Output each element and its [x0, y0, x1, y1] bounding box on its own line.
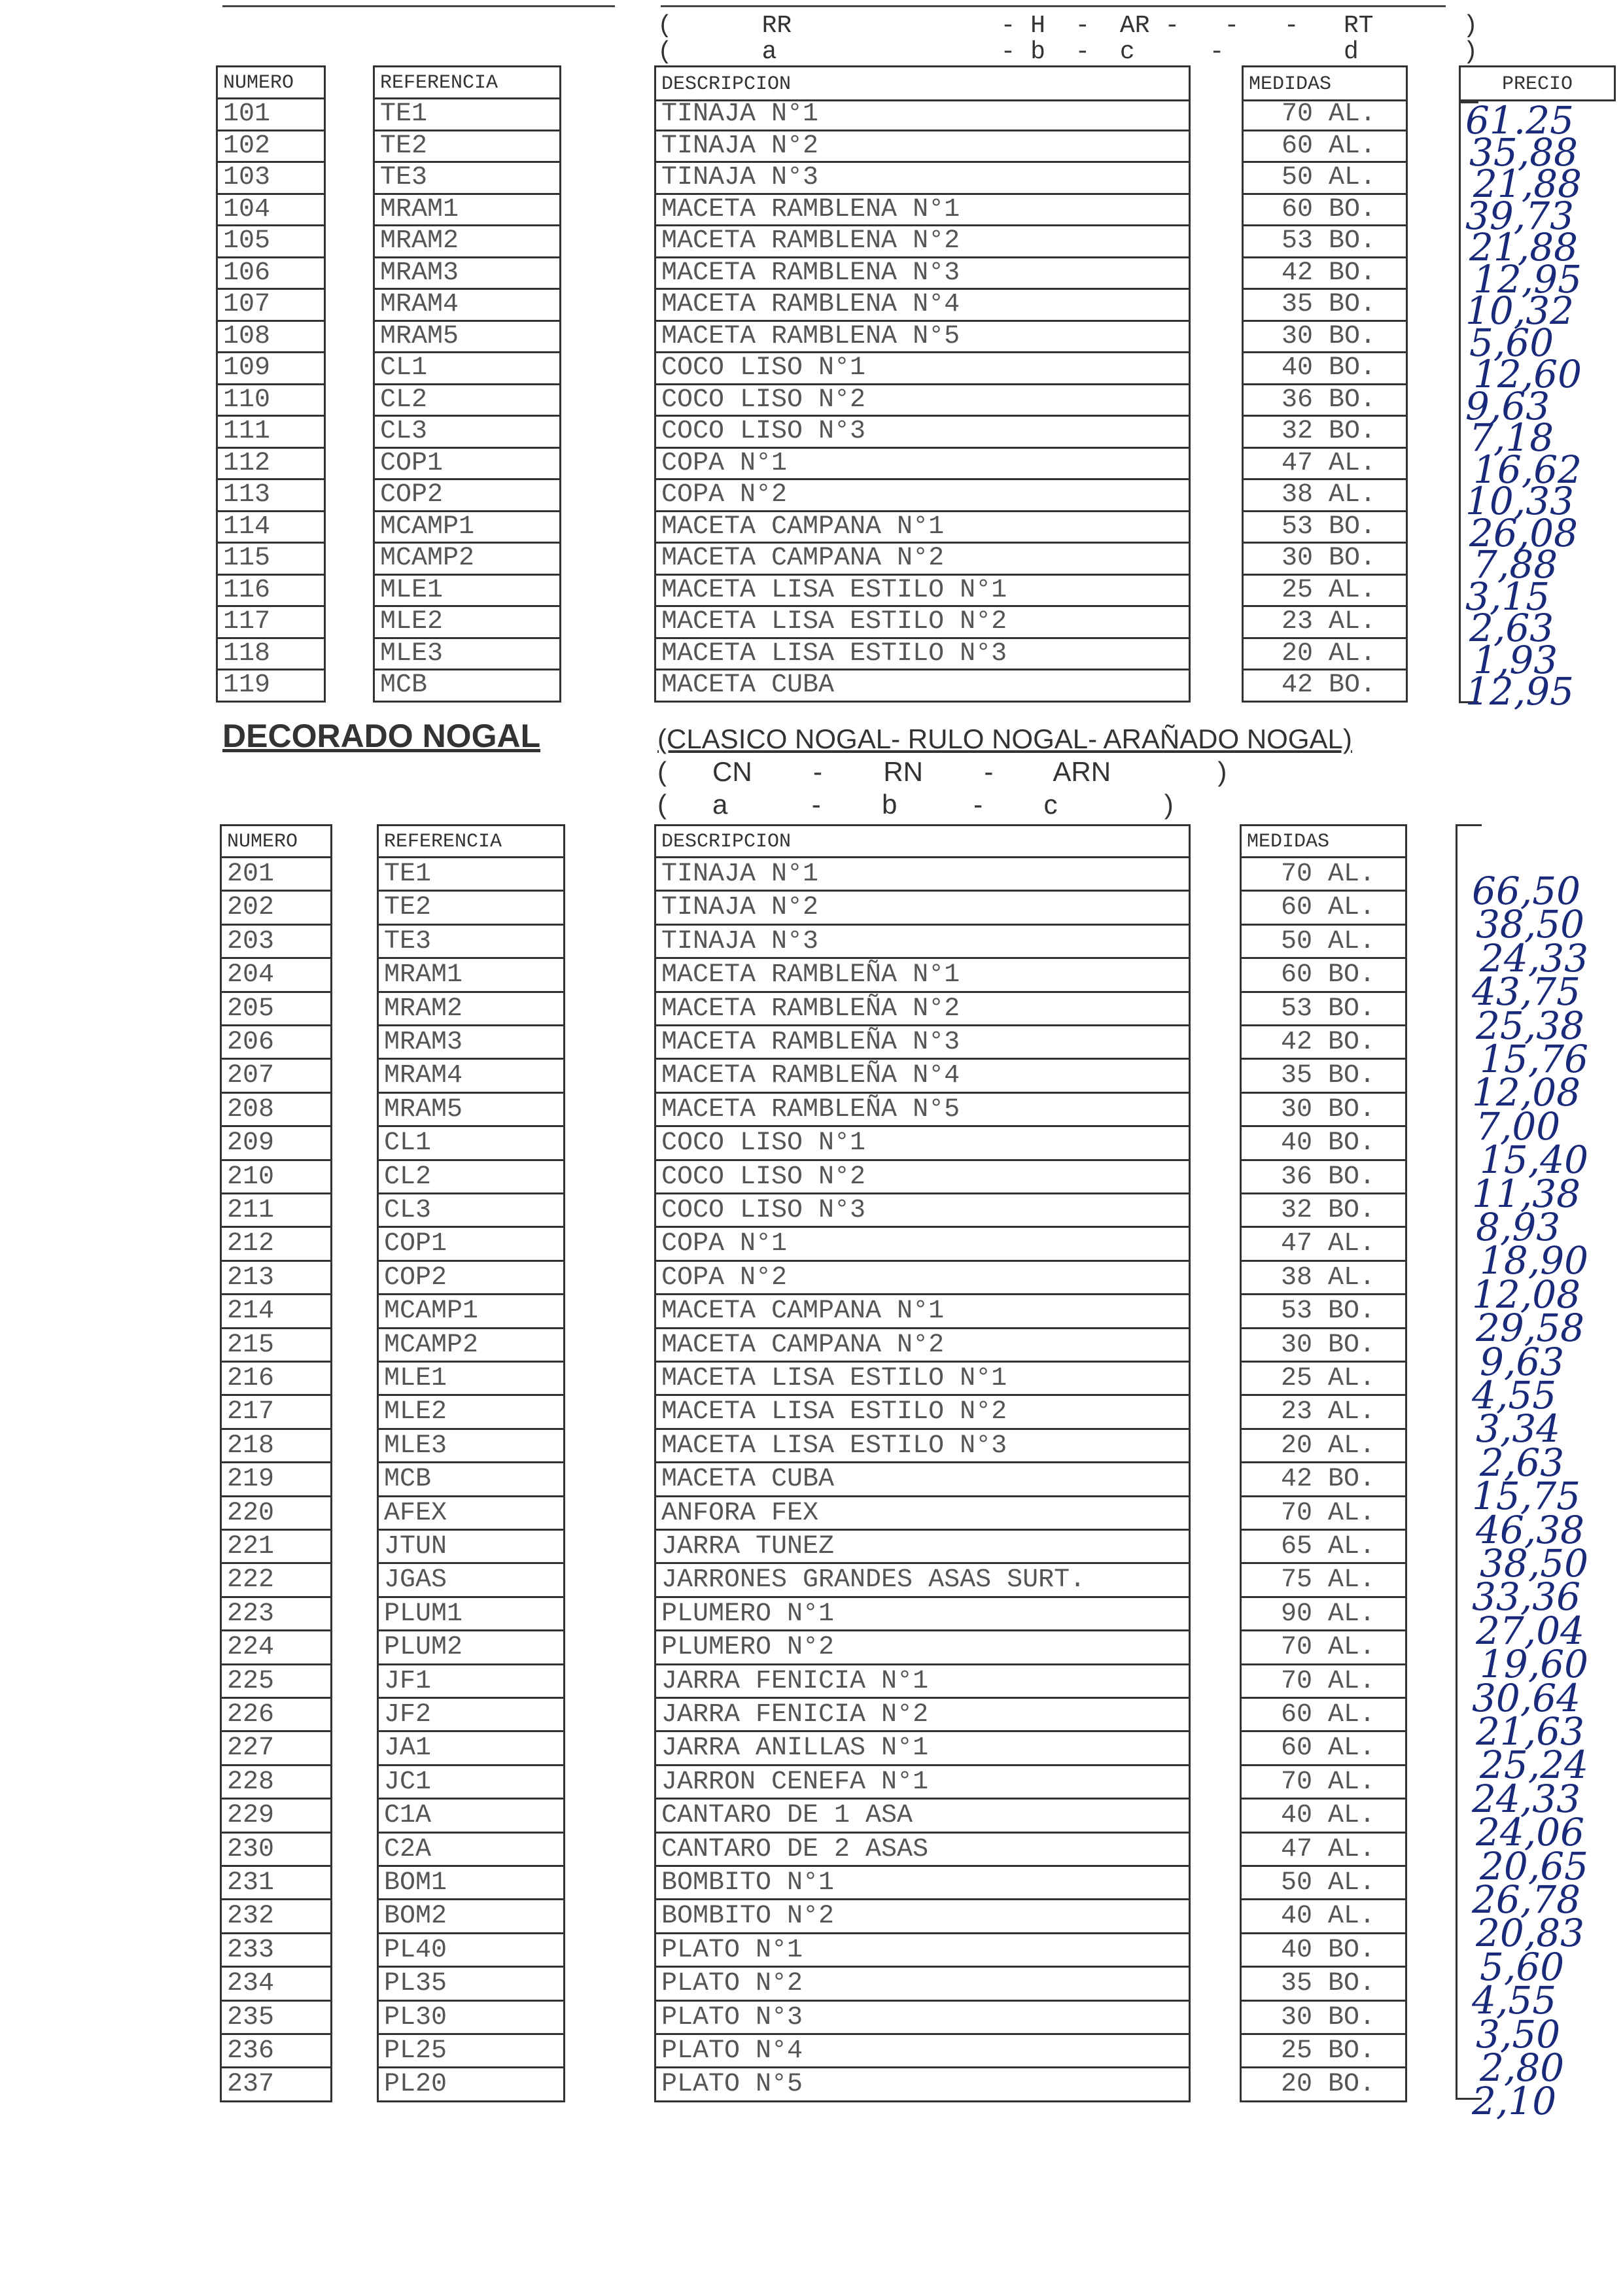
row-numero: 225 — [220, 1665, 332, 1699]
row-medidas: 40 BO. — [1240, 1127, 1407, 1160]
row-referencia: MCAMP2 — [373, 544, 561, 576]
row-referencia: MCAMP2 — [377, 1329, 565, 1363]
row-referencia: MRAM2 — [373, 226, 561, 258]
row-precio-handwritten: 43,75 — [1472, 969, 1581, 1015]
row-descripcion: MACETA LISA ESTILO N°3 — [654, 639, 1191, 671]
row-referencia: MRAM3 — [377, 1026, 565, 1060]
row-precio-handwritten: 21,88 — [1473, 162, 1582, 206]
row-numero: 235 — [220, 2002, 332, 2035]
row-descripcion: MACETA CAMPANA N°1 — [654, 512, 1191, 544]
row-medidas: 75 AL. — [1240, 1564, 1407, 1597]
row-referencia: MRAM4 — [377, 1060, 565, 1093]
row-referencia: MLE2 — [377, 1396, 565, 1429]
row-descripcion: MACETA RAMBLEÑA N°3 — [654, 1026, 1191, 1060]
row-referencia: C2A — [377, 1834, 565, 1867]
row-precio-handwritten: 3,50 — [1476, 2011, 1561, 2057]
row-medidas: 90 AL. — [1240, 1598, 1407, 1631]
row-medidas: 70 AL. — [1242, 99, 1408, 131]
row-referencia: JC1 — [377, 1766, 565, 1800]
row-numero: 237 — [220, 2068, 332, 2102]
row-referencia: MLE3 — [377, 1430, 565, 1463]
row-numero: 201 — [220, 858, 332, 892]
row-descripcion: JARRA FENICIA N°1 — [654, 1665, 1191, 1699]
row-referencia: CL3 — [377, 1194, 565, 1228]
row-precio-handwritten: 24,33 — [1472, 1776, 1581, 1821]
row-numero: 211 — [220, 1194, 332, 1228]
row-precio-handwritten: 29,58 — [1476, 1306, 1585, 1351]
row-numero: 212 — [220, 1228, 332, 1261]
row-precio-handwritten: 19,60 — [1480, 1642, 1589, 1687]
row-precio-handwritten: 4,55 — [1472, 1978, 1557, 2023]
row-precio-handwritten: 61.25 — [1465, 98, 1575, 143]
row-precio-handwritten: 8,93 — [1476, 1205, 1561, 1249]
row-medidas: 60 AL. — [1240, 1732, 1407, 1765]
row-descripcion: TINAJA N°2 — [654, 131, 1191, 164]
row-descripcion: MACETA RAMBLENA N°1 — [654, 195, 1191, 227]
row-referencia: TE3 — [373, 163, 561, 195]
row-numero: 105 — [216, 226, 326, 258]
row-referencia: MCB — [377, 1463, 565, 1497]
row-medidas: 70 AL. — [1240, 1665, 1407, 1699]
row-referencia: BOM2 — [377, 1900, 565, 1934]
row-descripcion: MACETA RAMBLEÑA N°2 — [654, 993, 1191, 1026]
row-referencia: CL2 — [373, 385, 561, 417]
row-medidas: 50 AL. — [1240, 926, 1407, 959]
row-descripcion: BOMBITO N°1 — [654, 1867, 1191, 1900]
row-medidas: 50 AL. — [1240, 1867, 1407, 1900]
row-precio-handwritten: 15,76 — [1480, 1037, 1589, 1081]
section2-codes-line2: ( a - b - c ) — [657, 789, 1174, 820]
row-referencia: CL2 — [377, 1161, 565, 1194]
row-numero: 215 — [220, 1329, 332, 1363]
row-numero: 219 — [220, 1463, 332, 1497]
row-numero: 226 — [220, 1699, 332, 1732]
row-descripcion: TINAJA N°3 — [654, 163, 1191, 195]
row-descripcion: PLATO N°5 — [654, 2068, 1191, 2102]
row-referencia: MRAM5 — [377, 1094, 565, 1127]
row-descripcion: MACETA LISA ESTILO N°2 — [654, 1396, 1191, 1429]
row-medidas: 70 AL. — [1240, 1497, 1407, 1531]
row-descripcion: ANFORA FEX — [654, 1497, 1191, 1531]
row-medidas: 20 AL. — [1240, 1430, 1407, 1463]
row-precio-handwritten: 21,63 — [1476, 1709, 1585, 1754]
row-referencia: MRAM1 — [373, 195, 561, 227]
row-referencia: JTUN — [377, 1531, 565, 1564]
row-medidas: 47 AL. — [1240, 1834, 1407, 1867]
row-numero: 213 — [220, 1262, 332, 1295]
row-descripcion: MACETA CAMPANA N°2 — [654, 544, 1191, 576]
row-precio-handwritten: 46,38 — [1476, 1507, 1585, 1552]
row-descripcion: MACETA LISA ESTILO N°1 — [654, 1363, 1191, 1396]
row-referencia: PLUM1 — [377, 1598, 565, 1631]
row-medidas: 50 AL. — [1242, 163, 1408, 195]
row-numero: 204 — [220, 959, 332, 992]
row-numero: 233 — [220, 1934, 332, 1968]
row-numero: 208 — [220, 1094, 332, 1127]
row-numero: 110 — [216, 385, 326, 417]
section2-title: DECORADO NOGAL — [222, 718, 541, 754]
row-numero: 106 — [216, 258, 326, 290]
row-referencia: JF1 — [377, 1665, 565, 1699]
row-precio-handwritten: 3,34 — [1476, 1406, 1561, 1452]
row-referencia: TE2 — [373, 131, 561, 164]
top-codes-line1: ( RR - H - AR - - - RT ) — [657, 12, 1478, 40]
row-precio-handwritten: 38,50 — [1480, 1541, 1589, 1586]
section1-header-referencia: REFERENCIA — [373, 65, 561, 99]
row-medidas: 38 AL. — [1242, 480, 1408, 512]
row-referencia: TE2 — [377, 892, 565, 925]
row-precio-handwritten: 12,95 — [1473, 256, 1582, 302]
row-referencia: C1A — [377, 1800, 565, 1833]
row-referencia: PL40 — [377, 1934, 565, 1968]
row-medidas: 35 BO. — [1240, 1060, 1407, 1093]
row-numero: 202 — [220, 892, 332, 925]
row-numero: 210 — [220, 1161, 332, 1194]
row-precio-handwritten: 2,63 — [1469, 606, 1554, 650]
section1-header-medidas: MEDIDAS — [1242, 65, 1408, 101]
row-precio-handwritten: 20,65 — [1480, 1843, 1589, 1888]
row-descripcion: JARRA ANILLAS N°1 — [654, 1732, 1191, 1765]
row-numero: 234 — [220, 1968, 332, 2001]
row-numero: 103 — [216, 163, 326, 195]
row-medidas: 70 AL. — [1240, 1631, 1407, 1665]
row-medidas: 60 AL. — [1242, 131, 1408, 164]
row-precio-handwritten: 16,62 — [1473, 447, 1582, 492]
row-descripcion: PLATO N°3 — [654, 2002, 1191, 2035]
row-referencia: COP2 — [373, 480, 561, 512]
row-medidas: 70 AL. — [1240, 858, 1407, 892]
row-referencia: PL30 — [377, 2002, 565, 2035]
row-medidas: 47 AL. — [1240, 1228, 1407, 1261]
row-precio-handwritten: 21,88 — [1469, 225, 1579, 270]
row-medidas: 53 BO. — [1240, 1295, 1407, 1329]
row-precio-handwritten: 20,83 — [1476, 1911, 1585, 1956]
row-precio-handwritten: 24,33 — [1480, 935, 1589, 981]
row-descripcion: TINAJA N°2 — [654, 892, 1191, 925]
row-descripcion: CANTARO DE 2 ASAS — [654, 1834, 1191, 1867]
row-medidas: 40 BO. — [1242, 353, 1408, 385]
row-referencia: CL3 — [373, 417, 561, 449]
row-descripcion: JARRONES GRANDES ASAS SURT. — [654, 1564, 1191, 1597]
row-numero: 224 — [220, 1631, 332, 1665]
row-medidas: 40 AL. — [1240, 1900, 1407, 1934]
row-descripcion: MACETA RAMBLENA N°3 — [654, 258, 1191, 290]
row-medidas: 40 BO. — [1240, 1934, 1407, 1968]
row-medidas: 53 BO. — [1240, 993, 1407, 1026]
row-referencia: COP2 — [377, 1262, 565, 1295]
row-descripcion: CANTARO DE 1 ASA — [654, 1800, 1191, 1833]
section1-header-precio: PRECIO — [1459, 65, 1616, 101]
row-numero: 217 — [220, 1396, 332, 1429]
row-precio-handwritten: 7,00 — [1476, 1104, 1561, 1149]
row-precio-handwritten: 12,95 — [1465, 669, 1575, 714]
row-referencia: TE3 — [377, 926, 565, 959]
row-medidas: 42 BO. — [1240, 1026, 1407, 1060]
row-descripcion: COCO LISO N°2 — [654, 385, 1191, 417]
row-medidas: 40 AL. — [1240, 1800, 1407, 1833]
row-medidas: 42 BO. — [1242, 258, 1408, 290]
row-descripcion: MACETA CUBA — [654, 670, 1191, 703]
row-numero: 113 — [216, 480, 326, 512]
row-precio-handwritten: 30,64 — [1472, 1675, 1581, 1720]
row-precio-handwritten: 10,32 — [1465, 288, 1575, 333]
section2-header-numero: NUMERO — [220, 824, 332, 858]
row-numero: 206 — [220, 1026, 332, 1060]
row-referencia: CL1 — [373, 353, 561, 385]
row-descripcion: TINAJA N°1 — [654, 99, 1191, 131]
row-referencia: COP1 — [377, 1228, 565, 1261]
row-medidas: 25 AL. — [1242, 576, 1408, 608]
row-descripcion: MACETA CAMPANA N°1 — [654, 1295, 1191, 1329]
row-precio-handwritten: 2,63 — [1480, 1440, 1565, 1485]
row-medidas: 60 BO. — [1242, 195, 1408, 227]
row-medidas: 70 AL. — [1240, 1766, 1407, 1800]
row-precio-handwritten: 24,06 — [1476, 1810, 1585, 1855]
row-medidas: 60 AL. — [1240, 1699, 1407, 1732]
row-precio-handwritten: 10,33 — [1465, 479, 1575, 523]
row-medidas: 30 BO. — [1242, 544, 1408, 576]
row-referencia: PLUM2 — [377, 1631, 565, 1665]
row-numero: 114 — [216, 512, 326, 544]
row-medidas: 60 BO. — [1240, 959, 1407, 992]
row-numero: 111 — [216, 417, 326, 449]
row-medidas: 38 AL. — [1240, 1262, 1407, 1295]
row-medidas: 32 BO. — [1240, 1194, 1407, 1228]
row-numero: 119 — [216, 670, 326, 703]
row-numero: 223 — [220, 1598, 332, 1631]
row-medidas: 30 BO. — [1240, 1329, 1407, 1363]
row-descripcion: COPA N°2 — [654, 1262, 1191, 1295]
row-numero: 116 — [216, 576, 326, 608]
row-precio-handwritten: 1,93 — [1473, 637, 1558, 682]
row-referencia: MLE1 — [377, 1363, 565, 1396]
row-descripcion: COCO LISO N°1 — [654, 1127, 1191, 1160]
row-precio-handwritten: 33,36 — [1472, 1574, 1581, 1620]
row-descripcion: COPA N°1 — [654, 1228, 1191, 1261]
row-medidas: 30 BO. — [1242, 322, 1408, 354]
row-descripcion: COCO LISO N°3 — [654, 1194, 1191, 1228]
row-referencia: TE1 — [373, 99, 561, 131]
top-rule-right — [661, 5, 1446, 7]
section2-header-descripcion: DESCRIPCION — [654, 824, 1191, 858]
row-referencia: MRAM2 — [377, 993, 565, 1026]
row-referencia: MRAM4 — [373, 290, 561, 322]
row-referencia: MRAM5 — [373, 322, 561, 354]
row-precio-handwritten: 26,78 — [1472, 1877, 1581, 1922]
row-medidas: 36 BO. — [1242, 385, 1408, 417]
row-numero: 108 — [216, 322, 326, 354]
section2-header-medidas: MEDIDAS — [1240, 824, 1407, 858]
row-precio-handwritten: 5,60 — [1480, 1944, 1565, 1989]
row-descripcion: MACETA RAMBLEÑA N°1 — [654, 959, 1191, 992]
row-precio-handwritten: 25,38 — [1476, 1003, 1585, 1048]
row-descripcion: PLUMERO N°1 — [654, 1598, 1191, 1631]
row-referencia: MRAM1 — [377, 959, 565, 992]
section2-subtitle: (CLASICO NOGAL- RULO NOGAL- ARAÑADO NOGAL) — [657, 723, 1352, 754]
row-precio-handwritten: 15,40 — [1480, 1138, 1589, 1183]
row-precio-handwritten: 2,80 — [1480, 2045, 1565, 2090]
row-descripcion: MACETA RAMBLENA N°4 — [654, 290, 1191, 322]
row-medidas: 35 BO. — [1240, 1968, 1407, 2001]
row-descripcion: COPA N°2 — [654, 480, 1191, 512]
row-referencia: AFEX — [377, 1497, 565, 1531]
row-referencia: MCB — [373, 670, 561, 703]
row-medidas: 30 BO. — [1240, 1094, 1407, 1127]
row-descripcion: MACETA LISA ESTILO N°3 — [654, 1430, 1191, 1463]
row-precio-handwritten: 27,04 — [1476, 1608, 1585, 1653]
row-referencia: JGAS — [377, 1564, 565, 1597]
row-numero: 118 — [216, 639, 326, 671]
row-precio-handwritten: 4,55 — [1472, 1373, 1557, 1418]
row-precio-handwritten: 9,63 — [1465, 383, 1550, 428]
row-descripcion: MACETA RAMBLENA N°2 — [654, 226, 1191, 258]
row-medidas: 32 BO. — [1242, 417, 1408, 449]
row-precio-handwritten: 3,15 — [1465, 574, 1550, 619]
row-numero: 107 — [216, 290, 326, 322]
row-descripcion: MACETA LISA ESTILO N°1 — [654, 576, 1191, 608]
row-descripcion: MACETA RAMBLEÑA N°5 — [654, 1094, 1191, 1127]
row-precio-handwritten: 15,75 — [1472, 1474, 1581, 1519]
row-numero: 228 — [220, 1766, 332, 1800]
row-numero: 207 — [220, 1060, 332, 1093]
row-numero: 205 — [220, 993, 332, 1026]
row-descripcion: COCO LISO N°2 — [654, 1161, 1191, 1194]
row-descripcion: MACETA RAMBLEÑA N°4 — [654, 1060, 1191, 1093]
row-numero: 222 — [220, 1564, 332, 1597]
row-referencia: PL35 — [377, 1968, 565, 2001]
row-numero: 101 — [216, 99, 326, 131]
row-precio-handwritten: 26,08 — [1469, 510, 1579, 555]
row-precio-handwritten: 9,63 — [1480, 1339, 1565, 1384]
row-medidas: 20 BO. — [1240, 2068, 1407, 2102]
row-medidas: 42 BO. — [1242, 670, 1408, 703]
row-referencia: JA1 — [377, 1732, 565, 1765]
row-numero: 203 — [220, 926, 332, 959]
row-precio-handwritten: 12,08 — [1472, 1272, 1581, 1317]
row-precio-handwritten: 66,50 — [1472, 869, 1581, 913]
row-numero: 216 — [220, 1363, 332, 1396]
row-descripcion: JARRON CENEFA N°1 — [654, 1766, 1191, 1800]
section1-header-descripcion: DESCRIPCION — [654, 65, 1191, 101]
row-numero: 227 — [220, 1732, 332, 1765]
section1-header-numero: NUMERO — [216, 65, 326, 99]
row-precio-handwritten: 12,60 — [1473, 352, 1582, 396]
row-numero: 104 — [216, 195, 326, 227]
row-referencia: MLE2 — [373, 607, 561, 639]
row-medidas: 47 AL. — [1242, 449, 1408, 481]
row-descripcion: COCO LISO N°1 — [654, 353, 1191, 385]
row-descripcion: PLATO N°4 — [654, 2035, 1191, 2068]
row-numero: 236 — [220, 2035, 332, 2068]
row-medidas: 65 AL. — [1240, 1531, 1407, 1564]
row-numero: 115 — [216, 544, 326, 576]
row-precio-handwritten: 11,38 — [1472, 1171, 1581, 1216]
row-numero: 109 — [216, 353, 326, 385]
row-medidas: 30 BO. — [1240, 2002, 1407, 2035]
row-numero: 117 — [216, 607, 326, 639]
top-codes-line2: ( a - b - c - d ) — [657, 38, 1478, 66]
row-numero: 102 — [216, 131, 326, 164]
row-referencia: PL25 — [377, 2035, 565, 2068]
row-precio-handwritten: 39,73 — [1465, 193, 1575, 238]
row-descripcion: MACETA CUBA — [654, 1463, 1191, 1497]
row-precio-handwritten: 35,88 — [1469, 130, 1579, 175]
row-descripcion: PLATO N°2 — [654, 1968, 1191, 2001]
row-medidas: 53 BO. — [1242, 512, 1408, 544]
row-referencia: COP1 — [373, 449, 561, 481]
row-medidas: 23 AL. — [1242, 607, 1408, 639]
row-descripcion: COCO LISO N°3 — [654, 417, 1191, 449]
row-referencia: MRAM3 — [373, 258, 561, 290]
section2-codes-line1: ( CN - RN - ARN ) — [657, 756, 1227, 787]
row-descripcion: BOMBITO N°2 — [654, 1900, 1191, 1934]
row-medidas: 60 AL. — [1240, 892, 1407, 925]
row-medidas: 20 AL. — [1242, 639, 1408, 671]
row-medidas: 53 BO. — [1242, 226, 1408, 258]
row-descripcion: TINAJA N°3 — [654, 926, 1191, 959]
row-medidas: 35 BO. — [1242, 290, 1408, 322]
row-referencia: BOM1 — [377, 1867, 565, 1900]
row-descripcion: MACETA RAMBLENA N°5 — [654, 322, 1191, 354]
row-precio-handwritten: 7,88 — [1473, 542, 1558, 587]
row-numero: 230 — [220, 1834, 332, 1867]
row-numero: 218 — [220, 1430, 332, 1463]
row-referencia: MCAMP1 — [373, 512, 561, 544]
row-descripcion: COPA N°1 — [654, 449, 1191, 481]
row-descripcion: TINAJA N°1 — [654, 858, 1191, 892]
row-referencia: CL1 — [377, 1127, 565, 1160]
row-precio-handwritten: 38,50 — [1476, 902, 1585, 947]
row-precio-handwritten: 25,24 — [1480, 1743, 1589, 1788]
row-numero: 112 — [216, 449, 326, 481]
row-medidas: 23 AL. — [1240, 1396, 1407, 1429]
row-numero: 231 — [220, 1867, 332, 1900]
row-medidas: 42 BO. — [1240, 1463, 1407, 1497]
row-numero: 229 — [220, 1800, 332, 1833]
row-descripcion: JARRA FENICIA N°2 — [654, 1699, 1191, 1732]
row-medidas: 36 BO. — [1240, 1161, 1407, 1194]
row-descripcion: PLUMERO N°2 — [654, 1631, 1191, 1665]
row-referencia: MLE1 — [373, 576, 561, 608]
row-numero: 209 — [220, 1127, 332, 1160]
row-referencia: TE1 — [377, 858, 565, 892]
top-rule-left — [222, 5, 615, 7]
row-referencia: MCAMP1 — [377, 1295, 565, 1329]
row-numero: 221 — [220, 1531, 332, 1564]
row-descripcion: MACETA LISA ESTILO N°2 — [654, 607, 1191, 639]
row-precio-handwritten: 12,08 — [1472, 1070, 1581, 1115]
row-medidas: 25 BO. — [1240, 2035, 1407, 2068]
row-precio-handwritten: 18,90 — [1480, 1238, 1589, 1283]
row-descripcion: JARRA TUNEZ — [654, 1531, 1191, 1564]
row-numero: 232 — [220, 1900, 332, 1934]
row-numero: 220 — [220, 1497, 332, 1531]
row-descripcion: PLATO N°1 — [654, 1934, 1191, 1968]
row-descripcion: MACETA CAMPANA N°2 — [654, 1329, 1191, 1363]
row-referencia: JF2 — [377, 1699, 565, 1732]
row-precio-handwritten: 2,10 — [1472, 2079, 1557, 2124]
row-referencia: PL20 — [377, 2068, 565, 2102]
section2-header-referencia: REFERENCIA — [377, 824, 565, 858]
row-precio-handwritten: 5,60 — [1469, 320, 1554, 365]
row-precio-handwritten: 7,18 — [1469, 415, 1554, 460]
row-medidas: 25 AL. — [1240, 1363, 1407, 1396]
row-referencia: MLE3 — [373, 639, 561, 671]
row-numero: 214 — [220, 1295, 332, 1329]
